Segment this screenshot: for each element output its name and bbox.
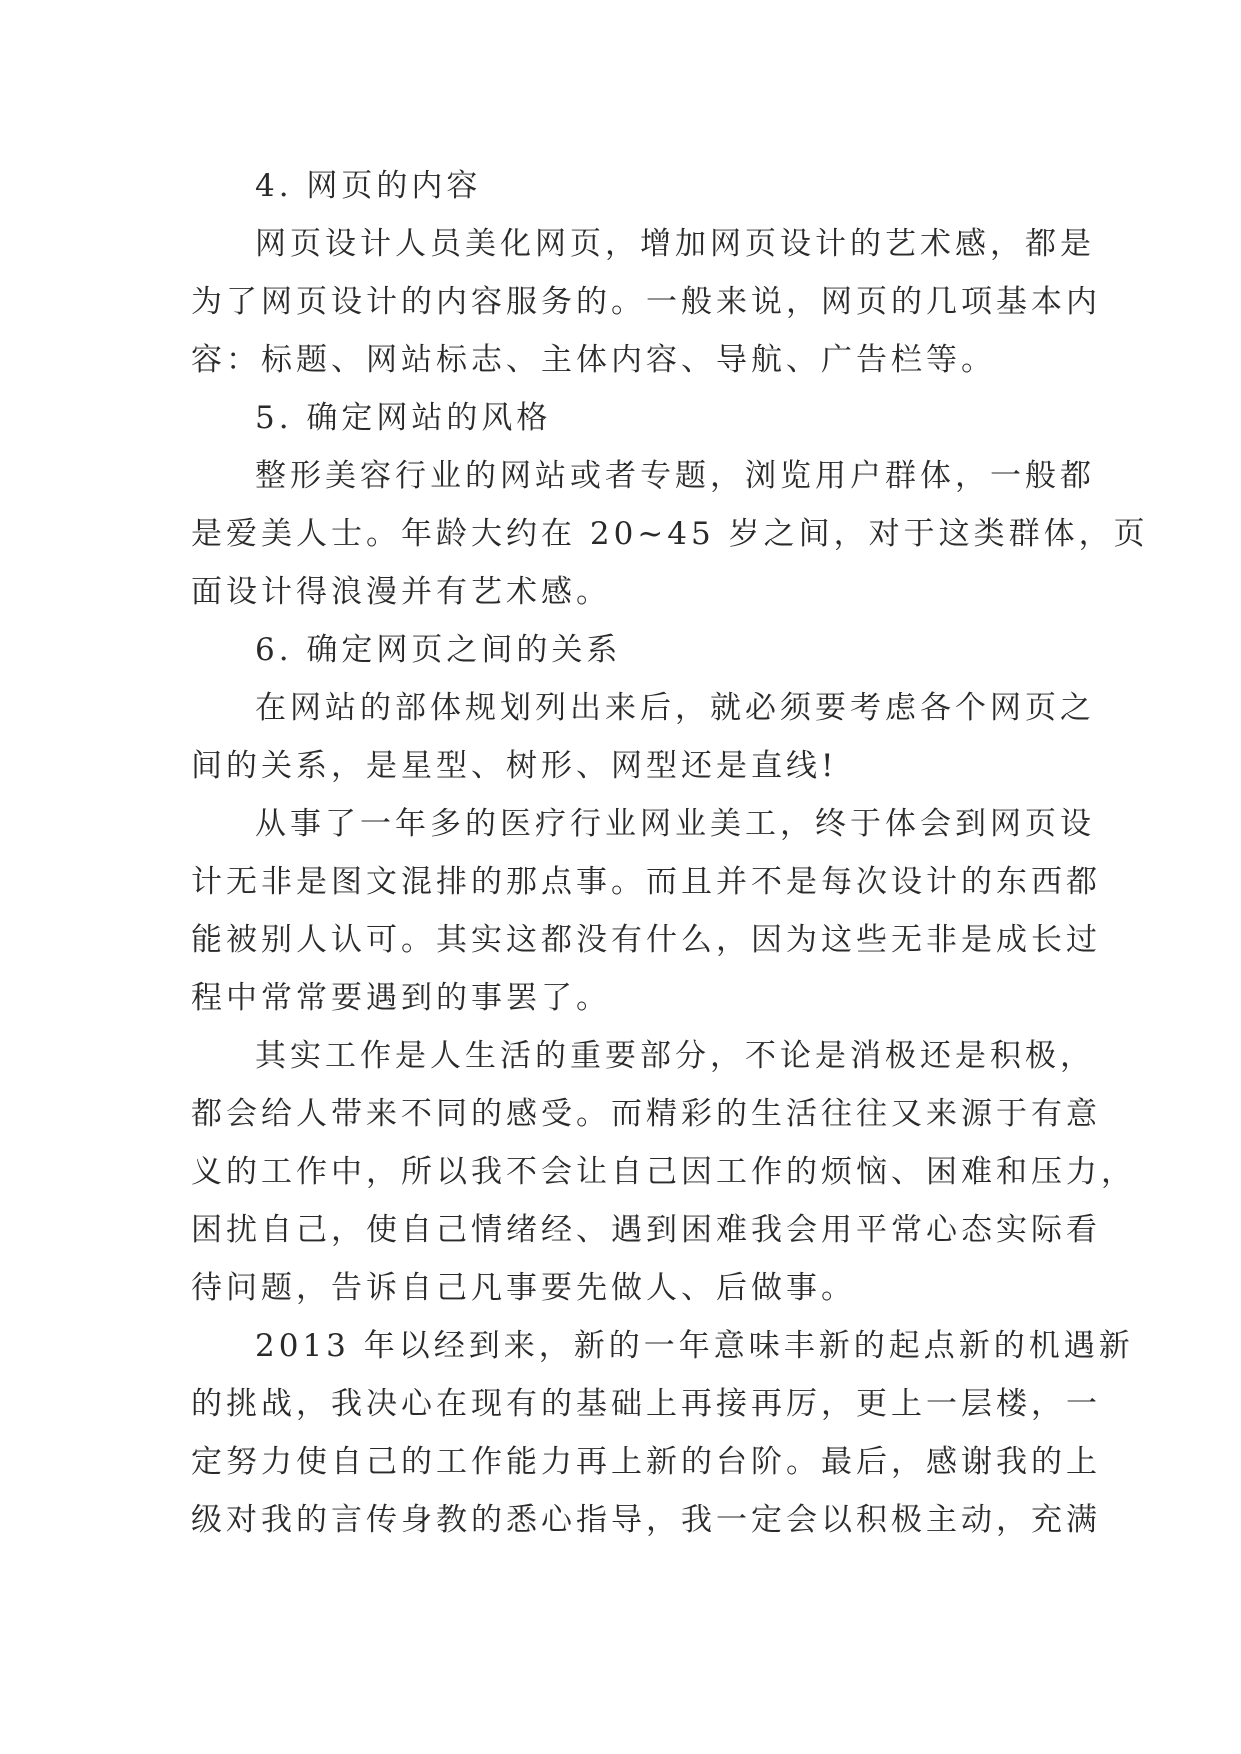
paragraph-line: 困扰自己，使自己情绪经、遇到困难我会用平常心态实际看: [191, 1212, 1101, 1248]
paragraph-line: 容：标题、网站标志、主体内容、导航、广告栏等。: [191, 342, 996, 378]
heading-5: 5. 确定网站的风格: [255, 400, 552, 436]
paragraph-line: 2013 年以经到来，新的一年意味丰新的起点新的机遇新: [255, 1328, 1134, 1364]
paragraph-line: 待问题，告诉自己凡事要先做人、后做事。: [191, 1270, 856, 1306]
paragraph-line: 都会给人带来不同的感受。而精彩的生活往往又来源于有意: [191, 1096, 1101, 1132]
paragraph-line: 定努力使自己的工作能力再上新的台阶。最后，感谢我的上: [191, 1444, 1101, 1480]
paragraph-line: 为了网页设计的内容服务的。一般来说，网页的几项基本内: [191, 284, 1101, 320]
heading-4: 4. 网页的内容: [255, 168, 482, 204]
paragraph-line: 其实工作是人生活的重要部分，不论是消极还是积极，: [255, 1038, 1095, 1074]
paragraph-line: 从事了一年多的医疗行业网业美工，终于体会到网页设: [255, 806, 1095, 842]
paragraph-line: 级对我的言传身教的悉心指导，我一定会以积极主动，充满: [191, 1502, 1101, 1538]
paragraph-line: 在网站的部体规划列出来后，就必须要考虑各个网页之: [255, 690, 1095, 726]
heading-6: 6. 确定网页之间的关系: [255, 632, 622, 668]
paragraph-line: 间的关系，是星型、树形、网型还是直线!: [191, 748, 838, 784]
paragraph-line: 是爱美人士。年龄大约在 20~45 岁之间，对于这类群体，页: [191, 516, 1149, 552]
paragraph-line: 整形美容行业的网站或者专题，浏览用户群体，一般都: [255, 458, 1095, 494]
paragraph-line: 义的工作中，所以我不会让自己因工作的烦恼、困难和压力，: [191, 1154, 1136, 1190]
paragraph-line: 程中常常要遇到的事罢了。: [191, 980, 611, 1016]
paragraph-line: 面设计得浪漫并有艺术感。: [191, 574, 611, 610]
paragraph-line: 的挑战，我决心在现有的基础上再接再厉，更上一层楼，一: [191, 1386, 1101, 1422]
paragraph-line: 网页设计人员美化网页，增加网页设计的艺术感，都是: [255, 226, 1095, 262]
paragraph-line: 计无非是图文混排的那点事。而且并不是每次设计的东西都: [191, 864, 1101, 900]
paragraph-line: 能被别人认可。其实这都没有什么，因为这些无非是成长过: [191, 922, 1101, 958]
